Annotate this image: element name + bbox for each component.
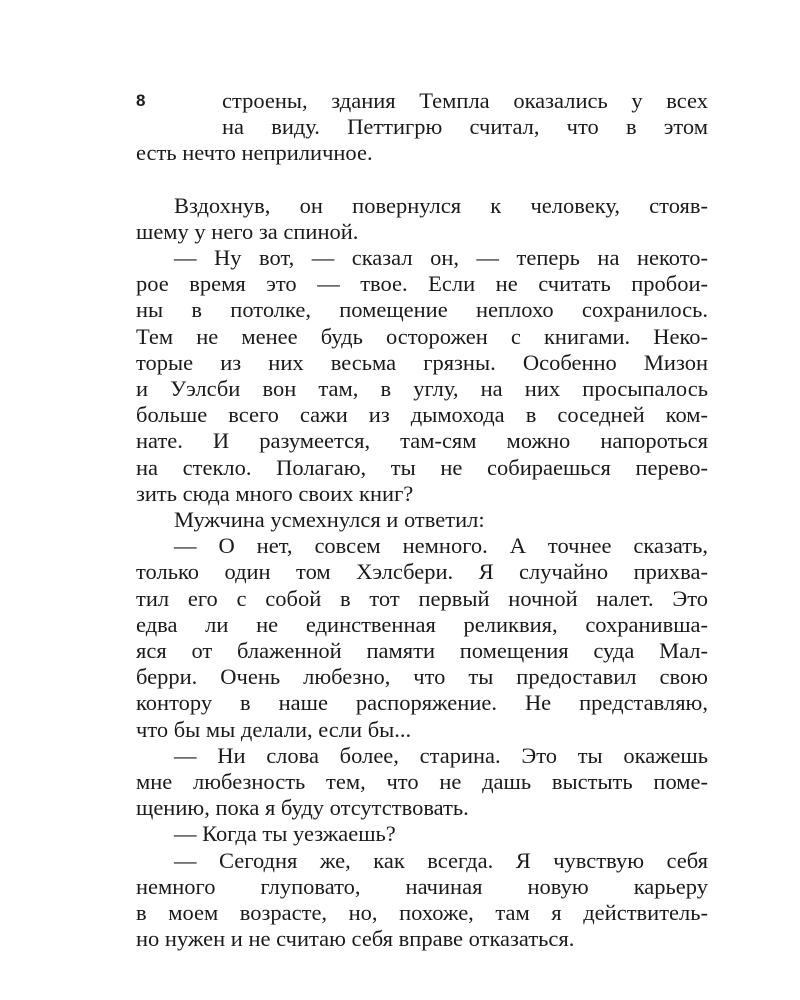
text-line: на виду. Петтигрю считал, что в этом [222, 114, 708, 140]
text-line: — Когда ты уезжаешь? [174, 821, 396, 847]
text-line: Вздохнув, он повернулся к человеку, стояв- [174, 192, 708, 218]
text-line: тил его с собой в тот первый ночной налет. Это [136, 585, 708, 611]
text-line: на стекло. Полагаю, ты не собираешься перево- [136, 454, 708, 480]
text-line: но нужен и не считаю себя вправе отказаться. [136, 926, 575, 952]
text-line: Тем не менее будь осторожен с книгами. Неко- [136, 323, 708, 349]
text-line: едва ли не единственная реликвия, сохранивша- [136, 611, 708, 637]
text-line: ны в потолке, помещение неплохо сохранилось. [136, 297, 708, 323]
text-line: и Уэлсби вон там, в углу, на них просыпалось [136, 376, 708, 402]
body-text [136, 88, 708, 953]
text-line: только один том Хэлсбери. Я случайно прихва- [136, 559, 708, 585]
page-number: 8 [136, 91, 146, 110]
text-line: яся от блаженной памяти помещения суда Мал- [136, 638, 708, 664]
text-line: щению, пока я буду отсутствовать. [136, 795, 469, 821]
text-line: берри. Очень любезно, что ты предоставил свою [136, 664, 708, 690]
text-line: зить сюда много своих книг? [136, 480, 414, 506]
text-line: — Сегодня же, как всегда. Я чувствую себя [174, 847, 708, 873]
text-line: торые из них весьма грязны. Особенно Мизон [136, 349, 708, 375]
text-line: — Ну вот, — сказал он, — теперь на некото- [174, 245, 708, 271]
text-line: что бы мы делали, если бы... [136, 716, 412, 742]
text-line: мне любезность тем, что не дашь выстыть поме- [136, 769, 708, 795]
text-line: шему у него за спиной. [136, 218, 359, 244]
text-line: — Ни слова более, старина. Это ты окажешь [174, 742, 708, 768]
text-line: рое время это — твое. Если не считать пробои- [136, 271, 708, 297]
text-line: больше всего сажи из дымохода в соседней ком- [136, 402, 708, 428]
text-line: немного глуповато, начиная новую карьеру [136, 873, 708, 899]
text-line: Мужчина усмехнулся и ответил: [174, 507, 485, 533]
text-line: в моем возрасте, но, похоже, там я действитель- [136, 900, 708, 926]
text-line: — О нет, совсем немного. А точнее сказать, [174, 533, 708, 559]
text-line: нате. И разумеется, там-сям можно напороться [136, 428, 708, 454]
text-line: контору в наше распоряжение. Не представляю, [136, 690, 708, 716]
text-line: есть нечто неприличное. [136, 140, 373, 166]
text-line: строены, здания Темпла оказались у всех [222, 88, 708, 113]
